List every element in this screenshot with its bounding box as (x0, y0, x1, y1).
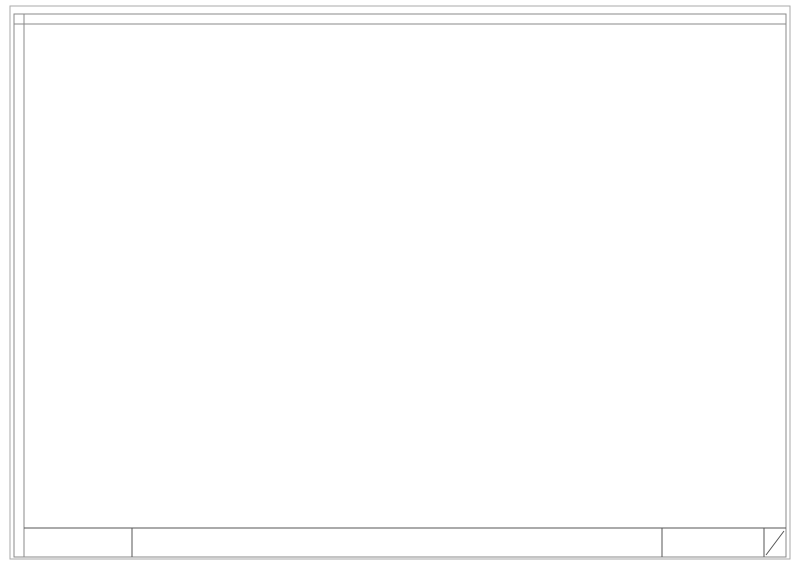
page-divider-line (766, 531, 784, 555)
sheet-border (14, 14, 786, 557)
title-block (132, 528, 784, 557)
outer-border (10, 6, 790, 559)
